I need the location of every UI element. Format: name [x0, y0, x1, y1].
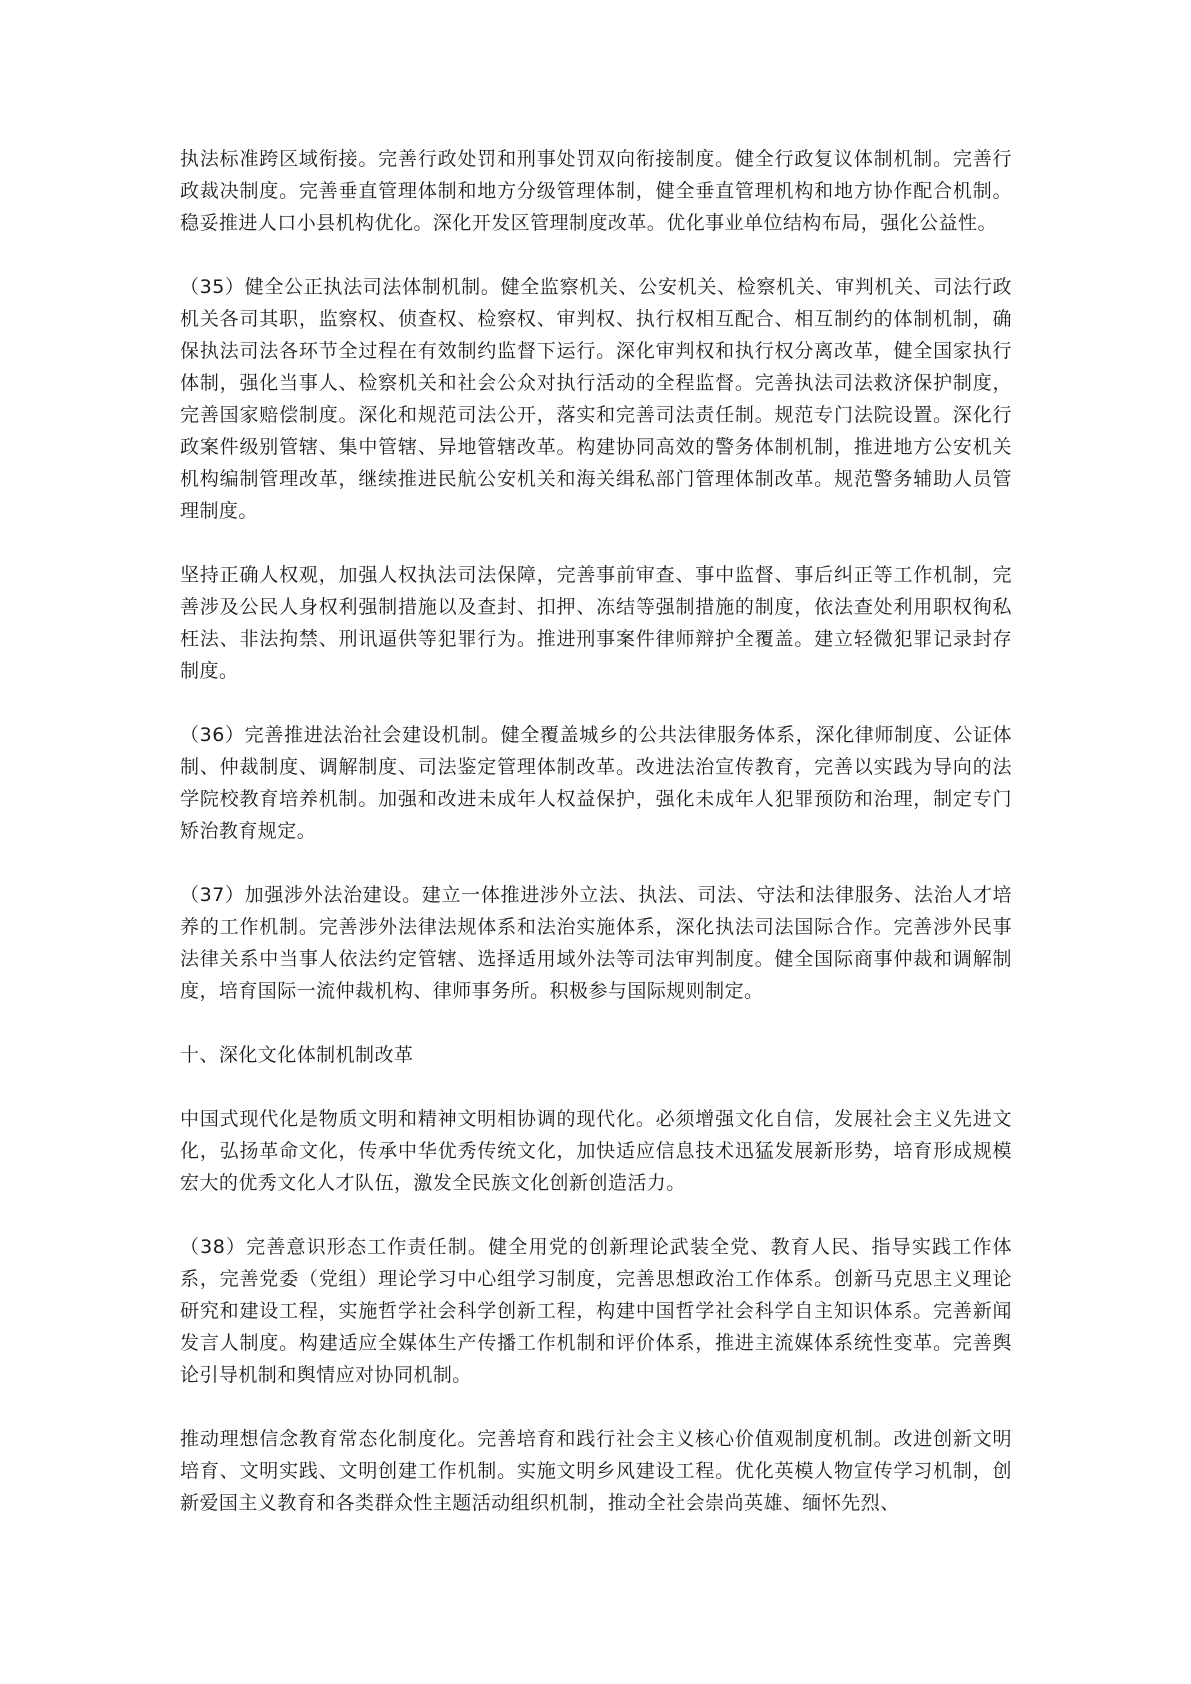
paragraph-cultural-modernization: 中国式现代化是物质文明和精神文明相协调的现代化。必须增强文化自信，发展社会主义先进文化，弘扬革命文化，传承中华优秀传统文化，加快适应信息技术迅猛发展新形势，培育形成规模宏大的优秀文化人才队伍，激发全民族文化创新创造活力。	[180, 1108, 1012, 1194]
section-heading: 十、深化文化体制机制改革	[180, 1044, 414, 1066]
paragraph-human-rights: 坚持正确人权观，加强人权执法司法保障，完善事前审查、事中监督、事后纠正等工作机制，完善涉及公民人身权利强制措施以及查封、扣押、冻结等强制措施的制度，依法查处利用职权徇私枉法、非法拘禁、刑讯逼供等犯罪行为。推进刑事案件律师辩护全覆盖。建立轻微犯罪记录封存制度。	[180, 564, 1012, 682]
document-body	[180, 143, 1012, 1551]
paragraph-admin-enforcement: 执法标准跨区域衔接。完善行政处罚和刑事处罚双向衔接制度。健全行政复议体制机制。完善行政裁决制度。完善垂直管理体制和地方分级管理体制，健全垂直管理机构和地方协作配合机制。稳妥推进人口小县机构优化。深化开发区管理制度改革。优化事业单位结构布局，强化公益性。	[180, 148, 1012, 234]
paragraph-36-rule-of-law-society: （36）完善推进法治社会建设机制。健全覆盖城乡的公共法律服务体系，深化律师制度、公证体制、仲裁制度、调解制度、司法鉴定管理体制改革。改进法治宣传教育，完善以实践为导向的法学院校教育培养机制。加强和改进未成年人权益保护，强化未成年人犯罪预防和治理，制定专门矫治教育规定。	[180, 724, 1012, 842]
paragraph-38-ideology-responsibility: （38）完善意识形态工作责任制。健全用党的创新理论武装全党、教育人民、指导实践工作体系，完善党委（党组）理论学习中心组学习制度，完善思想政治工作体系。创新马克思主义理论研究和建设工程，实施哲学社会科学创新工程，构建中国哲学社会科学自主知识体系。完善新闻发言人制度。构建适应全媒体生产传播工作机制和评价体系，推进主流媒体系统性变革。完善舆论引导机制和舆情应对协同机制。	[180, 1236, 1012, 1386]
paragraph-37-foreign-related-law: （37）加强涉外法治建设。建立一体推进涉外立法、执法、司法、守法和法律服务、法治人才培养的工作机制。完善涉外法律法规体系和法治实施体系，深化执法司法国际合作。完善涉外民事法律关系中当事人依法约定管辖、选择适用域外法等司法审判制度。健全国际商事仲裁和调解制度，培育国际一流仲裁机构、律师事务所。积极参与国际规则制定。	[180, 884, 1012, 1002]
paragraph-35-judicial-system: （35）健全公正执法司法体制机制。健全监察机关、公安机关、检察机关、审判机关、司法行政机关各司其职，监察权、侦查权、检察权、审判权、执行权相互配合、相互制约的体制机制，确保执法司法各环节全过程在有效制约监督下运行。深化审判权和执行权分离改革，健全国家执行体制，强化当事人、检察机关和社会公众对执行活动的全程监督。完善执法司法救济保护制度，完善国家赔偿制度。深化和规范司法公开，落实和完善司法责任制。规范专门法院设置。深化行政案件级别管辖、集中管辖、异地管辖改革。构建协同高效的警务体制机制，推进地方公安机关机构编制管理改革，继续推进民航公安机关和海关缉私部门管理体制改革。规范警务辅助人员管理制度。	[180, 276, 1012, 522]
paragraph-ideals-education: 推动理想信念教育常态化制度化。完善培育和践行社会主义核心价值观制度机制。改进创新文明培育、文明实践、文明创建工作机制。实施文明乡风建设工程。优化英模人物宣传学习机制，创新爱国主义教育和各类群众性主题活动组织机制，推动全社会崇尚英雄、缅怀先烈、	[180, 1428, 1012, 1514]
